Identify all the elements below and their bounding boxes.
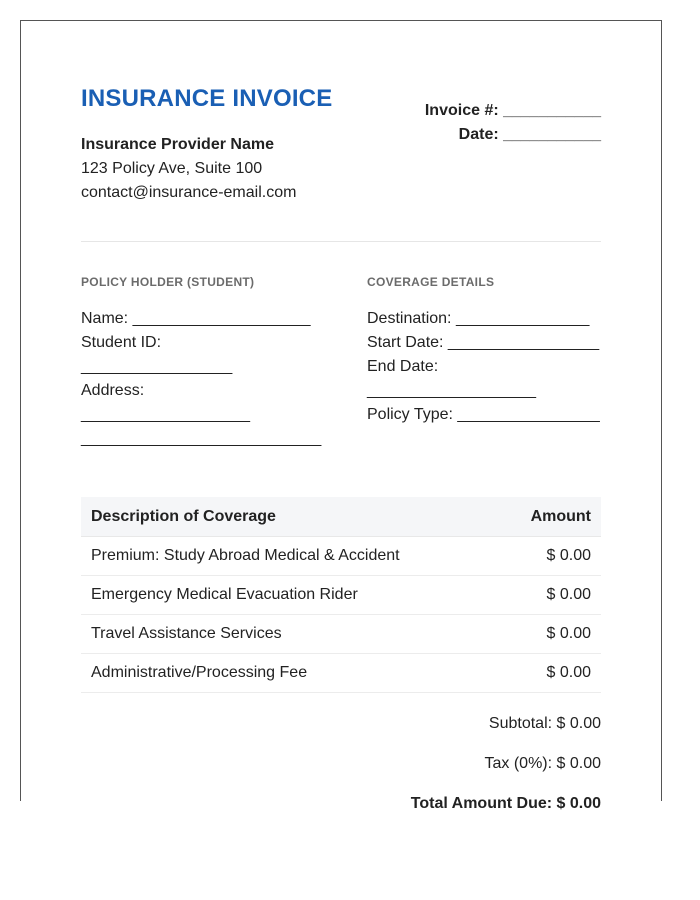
policy-holder-label: POLICY HOLDER (STUDENT) (81, 275, 255, 289)
destination-field: Destination: _______________ (367, 310, 590, 327)
policy-holder-fields (81, 307, 341, 451)
holder-name-field: Name: ____________________ (81, 310, 311, 327)
provider-address: 123 Policy Ave, Suite 100 (81, 160, 263, 177)
table-row (81, 537, 601, 576)
tax: Tax (0%): $ 0.00 (484, 755, 601, 772)
coverage-fields (367, 307, 617, 427)
table-row (81, 654, 601, 693)
totals-block (411, 711, 601, 831)
holder-address-line-1: ___________________ (81, 406, 251, 423)
holder-address-label: Address: (81, 382, 145, 399)
row-description: Emergency Medical Evacuation Rider (91, 586, 358, 603)
row-amount: $ 0.00 (546, 664, 591, 681)
row-description: Premium: Study Abroad Medical & Accident (91, 547, 400, 564)
provider-block (81, 133, 296, 205)
provider-email: contact@insurance-email.com (81, 184, 297, 201)
table-header (81, 497, 601, 537)
invoice-date-field: Date: ___________ (458, 126, 601, 143)
provider-name: Insurance Provider Name (81, 136, 274, 153)
invoice-meta (425, 99, 601, 147)
coverage-details-label: COVERAGE DETAILS (367, 275, 495, 289)
row-description: Travel Assistance Services (91, 625, 282, 642)
row-amount: $ 0.00 (546, 586, 591, 603)
invoice-title: INSURANCE INVOICE (81, 85, 333, 112)
total-amount-due: Total Amount Due: $ 0.00 (410, 795, 601, 812)
row-description: Administrative/Processing Fee (91, 664, 308, 681)
description-column-header: Description of Coverage (91, 507, 276, 525)
invoice-page (20, 20, 662, 812)
amount-column-header: Amount (530, 507, 591, 525)
coverage-table (81, 497, 601, 693)
holder-address-line-2: ___________________________ (81, 430, 322, 447)
invoice-number-field: Invoice #: ___________ (424, 102, 601, 119)
holder-student-id-label: Student ID: (81, 334, 162, 351)
table-row (81, 615, 601, 654)
end-date-label: End Date: (367, 358, 439, 375)
start-date-field: Start Date: _________________ (367, 334, 600, 351)
row-amount: $ 0.00 (546, 625, 591, 642)
table-row (81, 576, 601, 615)
holder-student-id-line: _________________ (81, 358, 233, 375)
end-date-line: ___________________ (367, 382, 537, 399)
policy-type-field: Policy Type: ________________ (367, 406, 600, 423)
row-amount: $ 0.00 (546, 547, 591, 564)
subtotal: Subtotal: $ 0.00 (488, 715, 601, 732)
section-divider (81, 241, 601, 242)
